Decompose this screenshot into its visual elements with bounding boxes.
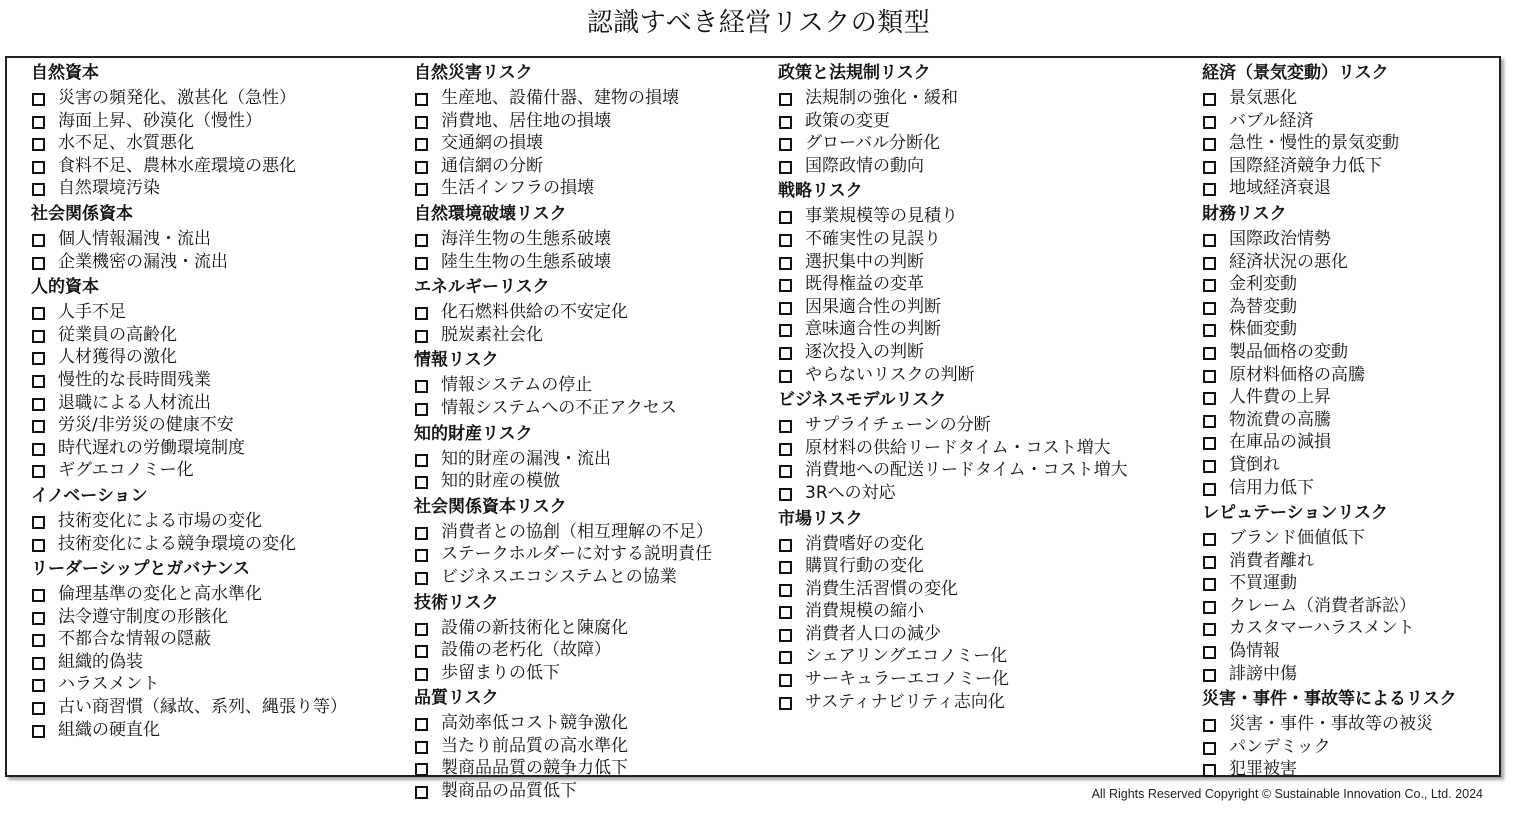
checklist-item: 退職による人材流出 — [31, 392, 347, 415]
checklist-item: バブル経済 — [1202, 110, 1457, 133]
risk-section — [1202, 502, 1457, 685]
checklist-item: 急性・慢性的景気変動 — [1202, 132, 1457, 155]
column-4 — [1202, 62, 1457, 784]
checklist-item: 慢性的な長時間残業 — [31, 369, 347, 392]
risk-section — [31, 203, 347, 273]
section-heading: 経済（景気変動）リスク — [1202, 63, 1389, 83]
checklist-item: 災害の頻発化、激甚化（急性） — [31, 87, 347, 110]
risk-section — [414, 687, 713, 802]
risk-section — [31, 485, 347, 555]
checklist-item: 景気悪化 — [1202, 87, 1457, 110]
checklist-item: 設備の老朽化（故障） — [414, 639, 713, 662]
checklist-item: 経済状況の悪化 — [1202, 251, 1457, 274]
risk-section — [1202, 62, 1457, 200]
checklist-item: 食料不足、農林水産環境の悪化 — [31, 155, 347, 178]
checklist-item: ブランド価値低下 — [1202, 527, 1457, 550]
checklist-item: 企業機密の漏洩・流出 — [31, 251, 347, 274]
section-heading: エネルギーリスク — [414, 277, 550, 298]
checklist-item: 個人情報漏洩・流出 — [31, 228, 347, 251]
checklist-item: 当たり前品質の高水準化 — [414, 735, 713, 758]
checklist-item: 選択集中の判断 — [778, 251, 1128, 274]
section-heading: 戦略リスク — [778, 181, 863, 202]
checklist-item: ハラスメント — [31, 673, 347, 696]
copyright-notice: All Rights Reserved Copyright © Sustainable Innovation Co., Ltd. 2024 — [1091, 787, 1483, 801]
checklist-item: 自然環境汚染 — [31, 177, 347, 200]
checklist-item: 歩留まりの低下 — [414, 662, 713, 685]
checklist — [1202, 713, 1457, 781]
risk-section — [778, 389, 1128, 504]
checklist-item: 人手不足 — [31, 301, 347, 324]
section-heading: 人的資本 — [31, 277, 99, 298]
checklist-item: 消費者離れ — [1202, 550, 1457, 573]
checklist — [414, 228, 713, 273]
section-heading: レピュテーションリスク — [1202, 503, 1388, 524]
checklist-item: パンデミック — [1202, 736, 1457, 759]
checklist-item: 国際政情の動向 — [778, 155, 1128, 178]
section-heading: ビジネスモデルリスク — [778, 390, 947, 411]
checklist-item: 原材料価格の高騰 — [1202, 364, 1457, 387]
checklist-item: 犯罪被害 — [1202, 758, 1457, 781]
risk-section — [778, 180, 1128, 386]
checklist-item: 信用力低下 — [1202, 477, 1457, 500]
checklist — [414, 521, 713, 589]
risk-section — [414, 349, 713, 419]
checklist-item: 情報システムへの不正アクセス — [414, 397, 713, 420]
checklist-item: 労災/非労災の健康不安 — [31, 414, 347, 437]
checklist — [1202, 527, 1457, 685]
section-heading: 社会関係資本リスク — [414, 496, 567, 517]
checklist-item: 因果適合性の判断 — [778, 296, 1128, 319]
risk-section — [1202, 688, 1457, 781]
checklist-item: やらないリスクの判断 — [778, 364, 1128, 387]
risk-section — [414, 592, 713, 685]
checklist-item: 製商品品質の競争力低下 — [414, 757, 713, 780]
checklist-item: 消費嗜好の変化 — [778, 533, 1128, 556]
checklist-item: 不買運動 — [1202, 572, 1457, 595]
checklist-item: 人件費の上昇 — [1202, 386, 1457, 409]
section-heading: 自然災害リスク — [414, 63, 533, 83]
section-heading: リーダーシップとガバナンス — [31, 559, 250, 580]
checklist-item: 古い商習慣（縁故、系列、縄張り等） — [31, 696, 347, 719]
risk-section — [414, 423, 713, 493]
risk-section — [778, 62, 1128, 177]
checklist-item: 交通網の損壊 — [414, 132, 713, 155]
risk-section — [414, 203, 713, 273]
checklist-item: 消費地への配送リードタイム・コスト増大 — [778, 459, 1128, 482]
risk-section — [414, 62, 713, 200]
page-title: 認識すべき経営リスクの類型 — [586, 8, 931, 38]
checklist — [31, 583, 347, 741]
checklist-item: 偽情報 — [1202, 640, 1457, 663]
checklist-item: 情報システムの停止 — [414, 374, 713, 397]
checklist-item: シェアリングエコノミー化 — [778, 645, 1128, 668]
checklist-item: 国際政治情勢 — [1202, 228, 1457, 251]
checklist-item: 従業員の高齢化 — [31, 324, 347, 347]
checklist-item: サーキュラーエコノミー化 — [778, 668, 1128, 691]
checklist — [31, 228, 347, 273]
section-heading: 技術リスク — [414, 592, 499, 613]
section-heading: 財務リスク — [1202, 203, 1287, 224]
risk-section — [31, 558, 347, 741]
checklist-item: 為替変動 — [1202, 296, 1457, 319]
checklist-item: 陸生生物の生態系破壊 — [414, 251, 713, 274]
risk-section — [778, 508, 1128, 714]
column-3 — [778, 62, 1128, 716]
risk-section — [31, 62, 347, 200]
checklist — [1202, 228, 1457, 499]
checklist-item: ステークホルダーに対する説明責任 — [414, 543, 713, 566]
checklist-item: 技術変化による競争環境の変化 — [31, 533, 347, 556]
checklist-item: 生産地、設備什器、建物の損壊 — [414, 87, 713, 110]
checklist-item: 海洋生物の生態系破壊 — [414, 228, 713, 251]
checklist-item: 時代遅れの労働環境制度 — [31, 437, 347, 460]
checklist-item: 在庫品の減損 — [1202, 431, 1457, 454]
checklist — [414, 374, 713, 419]
checklist-item: 海面上昇、砂漠化（慢性） — [31, 110, 347, 133]
checklist-item: 水不足、水質悪化 — [31, 132, 347, 155]
checklist-item: 消費者との協創（相互理解の不足） — [414, 521, 713, 544]
checklist-item: 消費者人口の減少 — [778, 623, 1128, 646]
section-heading: 自然環境破壊リスク — [414, 203, 567, 224]
section-heading: 政策と法規制リスク — [778, 63, 931, 83]
checklist — [414, 617, 713, 685]
checklist-item: ギグエコノミー化 — [31, 459, 347, 482]
section-heading: 市場リスク — [778, 508, 863, 529]
section-heading: 社会関係資本 — [31, 203, 133, 224]
checklist-item: 原材料の供給リードタイム・コスト増大 — [778, 437, 1128, 460]
checklist — [414, 87, 713, 200]
checklist-item: 国際経済競争力低下 — [1202, 155, 1457, 178]
checklist-item: 生活インフラの損壊 — [414, 177, 713, 200]
checklist-item: 事業規模等の見積り — [778, 205, 1128, 228]
checklist — [414, 448, 713, 493]
checklist-item: 技術変化による市場の変化 — [31, 510, 347, 533]
checklist-item: グローバル分断化 — [778, 132, 1128, 155]
risk-section — [31, 276, 347, 482]
section-heading: 情報リスク — [414, 350, 499, 371]
checklist-item: 貸倒れ — [1202, 454, 1457, 477]
risk-section — [414, 276, 713, 346]
checklist-item: 不都合な情報の隠蔽 — [31, 628, 347, 651]
checklist — [778, 533, 1128, 714]
checklist-item: 倫理基準の変化と高水準化 — [31, 583, 347, 606]
checklist — [778, 205, 1128, 386]
checklist-item: 物流費の高騰 — [1202, 409, 1457, 432]
checklist-item: 脱炭素社会化 — [414, 324, 713, 347]
risk-section — [1202, 203, 1457, 499]
checklist-item: 既得権益の変革 — [778, 273, 1128, 296]
checklist-item: 知的財産の模倣 — [414, 470, 713, 493]
checklist-item: 購買行動の変化 — [778, 555, 1128, 578]
checklist — [31, 510, 347, 555]
checklist-item: 組織の硬直化 — [31, 719, 347, 742]
checklist-item: 政策の変更 — [778, 110, 1128, 133]
checklist-item: カスタマーハラスメント — [1202, 617, 1457, 640]
checklist — [31, 87, 347, 200]
checklist-item: サスティナビリティ志向化 — [778, 691, 1128, 714]
checklist — [778, 414, 1128, 504]
section-heading: 知的財産リスク — [414, 423, 533, 444]
checklist-item: 3Rへの対応 — [778, 482, 1128, 505]
section-heading: イノベーション — [31, 485, 148, 506]
risk-section — [414, 496, 713, 589]
checklist-item: 製品価格の変動 — [1202, 341, 1457, 364]
checklist-item: 化石燃料供給の不安定化 — [414, 301, 713, 324]
checklist-item: 逐次投入の判断 — [778, 341, 1128, 364]
checklist-item: 法規制の強化・緩和 — [778, 87, 1128, 110]
section-heading: 品質リスク — [414, 688, 499, 709]
checklist-item: 金利変動 — [1202, 273, 1457, 296]
checklist-item: クレーム（消費者訴訟） — [1202, 595, 1457, 618]
checklist — [778, 87, 1128, 177]
checklist-item: 意味適合性の判断 — [778, 318, 1128, 341]
checklist-item: 設備の新技術化と陳腐化 — [414, 617, 713, 640]
checklist-item: 通信網の分断 — [414, 155, 713, 178]
checklist-item: 法令遵守制度の形骸化 — [31, 606, 347, 629]
checklist-item: 消費地、居住地の損壊 — [414, 110, 713, 133]
checklist-item: 人材獲得の激化 — [31, 346, 347, 369]
checklist-item: 消費規模の縮小 — [778, 600, 1128, 623]
section-heading: 自然資本 — [31, 63, 99, 83]
checklist-item: 組織的偽装 — [31, 651, 347, 674]
checklist-item: ビジネスエコシステムとの協業 — [414, 566, 713, 589]
checklist-item: 高効率低コスト競争激化 — [414, 712, 713, 735]
checklist-item: サプライチェーンの分断 — [778, 414, 1128, 437]
section-heading: 災害・事件・事故等によるリスク — [1202, 689, 1457, 710]
checklist-item: 消費生活習慣の変化 — [778, 578, 1128, 601]
column-1 — [31, 62, 347, 744]
checklist-item: 地域経済衰退 — [1202, 177, 1457, 200]
checklist-item: 知的財産の漏洩・流出 — [414, 448, 713, 471]
checklist-item: 不確実性の見誤り — [778, 228, 1128, 251]
checklist-item: 製商品の品質低下 — [414, 780, 713, 803]
checklist — [414, 301, 713, 346]
checklist — [31, 301, 347, 482]
checklist-item: 災害・事件・事故等の被災 — [1202, 713, 1457, 736]
checklist-item: 誹謗中傷 — [1202, 663, 1457, 686]
column-2 — [414, 62, 713, 806]
checklist — [1202, 87, 1457, 200]
checklist-item: 株価変動 — [1202, 318, 1457, 341]
